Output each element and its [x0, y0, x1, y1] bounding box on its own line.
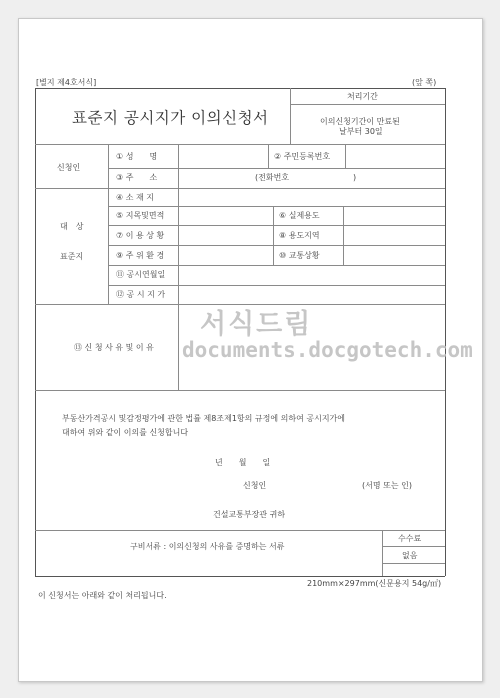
surroundings-label: ⑨ 주 위 환 경: [116, 251, 165, 260]
statement-line-2: 대하여 위와 같이 이의를 신청합니다: [62, 428, 189, 437]
reason-label: ⑬ 신 청 사 유 및 이 유: [74, 343, 154, 352]
area-field[interactable]: [180, 208, 271, 224]
signer-label: 신청인: [243, 481, 267, 490]
resident-number-label: ② 주민등록번호: [274, 152, 331, 161]
applicant-section-label: 신청인: [57, 163, 81, 172]
actual-use-field[interactable]: [345, 208, 443, 224]
watermark-title: 서식드림: [200, 309, 313, 340]
name-field[interactable]: [180, 146, 266, 166]
notice-date-label: ⑪ 공시연월일: [116, 270, 166, 279]
fee-label: 수수료: [398, 534, 422, 543]
actual-use-label: ⑥ 실제용도: [279, 211, 320, 220]
paper-size-note: 210mm×297mm(신문용지 54g/㎡): [307, 579, 442, 588]
name-label: ① 성 명: [116, 152, 158, 161]
traffic-label: ⑩ 교통상황: [279, 251, 320, 260]
signature-label: (서명 또는 인): [362, 481, 412, 490]
notice-date-field[interactable]: [180, 267, 443, 284]
watermark-url: documents.docgotech.com: [182, 338, 473, 362]
zone-label: ⑧ 용도지역: [279, 231, 320, 240]
surroundings-field[interactable]: [180, 247, 271, 264]
processing-period-line1: 이의신청기간이 만료된: [320, 117, 400, 126]
location-label: ④ 소 재 지: [116, 193, 154, 202]
phone-label: (전화번호 ): [255, 173, 357, 182]
attachments-label: 구비서류 : 이의신청의 사유를 증명하는 서류: [130, 542, 285, 551]
zone-field[interactable]: [345, 227, 443, 244]
usage-status-field[interactable]: [180, 227, 271, 244]
resident-number-field[interactable]: [347, 146, 443, 166]
date-line: 년 월 일: [215, 458, 271, 467]
target-section-label-bottom: 표준지: [60, 252, 84, 261]
fee-value: 없음: [402, 551, 418, 560]
footer-note: 이 신청서는 아래와 같이 처리됩니다.: [38, 591, 167, 600]
location-field[interactable]: [180, 190, 443, 205]
statement-line-1: 부동산가격공시 및감정평가에 관한 법률 제8조제1항의 규정에 의하여 공시지가에: [62, 414, 346, 423]
address-label: ③ 주 소: [116, 173, 158, 182]
usage-status-label: ⑦ 이 용 상 황: [116, 231, 165, 240]
land-price-field[interactable]: [180, 287, 443, 303]
form-title: 표준지 공시지가 이의신청서: [72, 109, 269, 127]
addressee: 건설교통부장관 귀하: [213, 510, 286, 519]
page-side-label: (앞 쪽): [412, 78, 437, 87]
land-price-label: ⑫ 공 시 지 가: [116, 290, 166, 299]
form-number-label: [별지 제4호서식]: [36, 78, 97, 87]
target-section-label-top: 대 상: [60, 222, 84, 231]
area-label: ⑤ 지목및면적: [116, 211, 165, 220]
processing-period-header: 처리기간: [347, 92, 378, 101]
processing-period-line2: 날부터 30일: [339, 127, 383, 136]
traffic-field[interactable]: [345, 247, 443, 264]
